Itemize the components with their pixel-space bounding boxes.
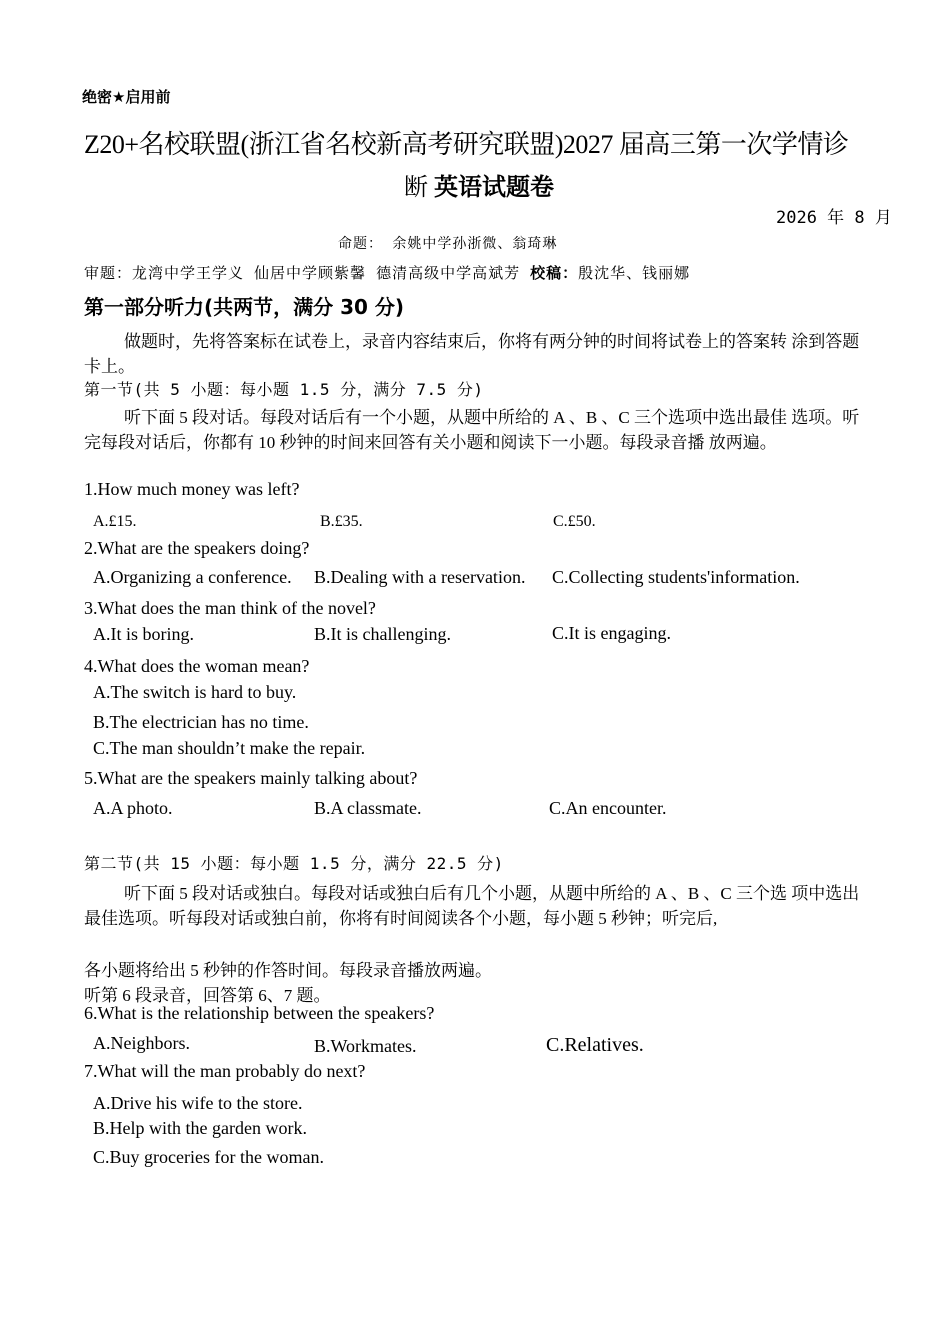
section1-instructions: 听下面 5 段对话。每段对话后有一个小题，从题中所给的 A 、B 、C 三个选项中选出最佳 选项。听完每段对话后，你都有 10 秒钟的时间来回答有关小题和阅读下一小题。每段录音播 放两遍。 [84,408,860,452]
part1-title: 第一部分听力(共两节，满分 30 分) [84,295,405,319]
exam-title-line2 [404,167,554,202]
exam-title-line1: Z20+名校联盟(浙江省名校新高考研究联盟)2027 届高三第一次学情诊 [84,130,849,159]
question-4-option-c[interactable]: C.The man shouldn’t make the repair. [93,738,366,758]
question-2-stem: 2.What are the speakers doing? [84,538,310,558]
question-5-option-b[interactable]: B.A classmate. [314,798,422,818]
exam-date: 2026 年 8 月 [776,208,892,228]
confidential-mark: 绝密★启用前 [82,88,171,106]
exam-subject: 英语试题卷 [434,173,554,201]
question-5-stem: 5.What are the speakers mainly talking about? [84,768,418,788]
question-1-stem: 1.How much money was left? [84,479,300,499]
section2-instructions: 听下面 5 段对话或独白。每段对话或独白后有几个小题，从题中所给的 A 、B 、C 三个选 项中选出最佳选项。听每段对话或独白前，你将有时间阅读各个小题，每小题 5 秒钟；听完后, [84,884,860,928]
section2-heading: 第二节(共 15 小题：每小题 1.5 分，满分 22.5 分) [84,854,504,873]
section2-instructions-cont: 各小题将给出 5 秒钟的作答时间。每段录音播放两遍。 [84,961,492,980]
editor-label: 校稿： [530,264,579,282]
section1-heading: 第一节(共 5 小题：每小题 1.5 分，满分 7.5 分) [84,380,484,399]
question-5-option-a[interactable]: A.A photo. [93,798,173,818]
question-6-stem: 6.What is the relationship between the speakers? [84,1003,435,1023]
question-6-option-b[interactable]: B.Workmates. [314,1036,417,1056]
question-1-option-a[interactable]: A.£15. [93,513,137,530]
question-3-option-c[interactable]: C.It is engaging. [552,623,671,643]
question-3-option-a[interactable]: A.It is boring. [93,624,194,644]
part1-instructions: 做题时，先将答案标在试卷上，录音内容结束后，你将有两分钟的时间将试卷上的答案转 涂到答题卡上。 [84,332,860,376]
question-4-option-b[interactable]: B.The electrician has no time. [93,712,309,732]
section2-group-note: 听第 6 段录音，回答第 6、7 题。 [84,986,331,1005]
question-4-stem: 4.What does the woman mean? [84,656,310,676]
question-4-option-a[interactable]: A.The switch is hard to buy. [93,682,297,702]
reviewer-line [84,262,690,283]
reviewers: 审题：龙湾中学王学义 仙居中学顾紫馨 德清高级中学高斌芳 [84,264,531,282]
editor-names: 殷沈华、钱丽娜 [578,264,691,282]
question-7-stem: 7.What will the man probably do next? [84,1061,366,1081]
question-7-option-c[interactable]: C.Buy groceries for the woman. [93,1147,324,1167]
question-2-option-b[interactable]: B.Dealing with a reservation. [314,567,526,587]
title-line2-prefix: 断 [404,175,434,201]
question-7-option-b[interactable]: B.Help with the garden work. [93,1118,307,1138]
question-3-stem: 3.What does the man think of the novel? [84,598,376,618]
question-6-option-a[interactable]: A.Neighbors. [93,1033,190,1053]
question-1-option-c[interactable]: C.£50. [553,513,596,530]
question-1-option-b[interactable]: B.£35. [320,513,363,530]
question-7-option-a[interactable]: A.Drive his wife to the store. [93,1093,303,1113]
question-3-option-b[interactable]: B.It is challenging. [314,624,451,644]
question-6-option-c[interactable]: C.Relatives. [546,1034,644,1056]
question-2-option-c[interactable]: C.Collecting students'information. [552,567,800,587]
question-5-option-c[interactable]: C.An encounter. [549,798,667,818]
question-2-option-a[interactable]: A.Organizing a conference. [93,567,292,587]
proposer-line: 命题： 余姚中学孙浙微、翁琦琳 [338,236,558,252]
